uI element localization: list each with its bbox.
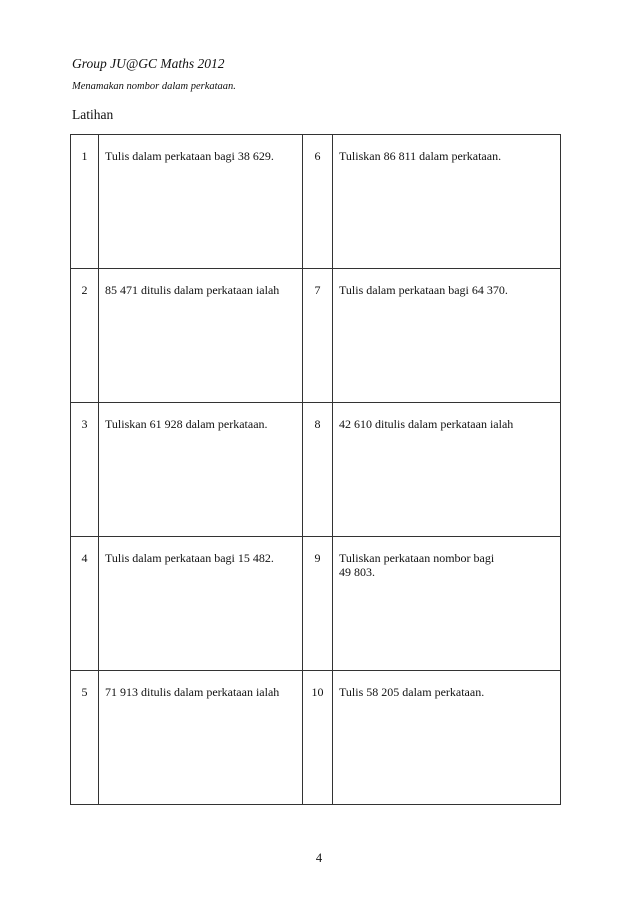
question-number: 4 xyxy=(71,537,99,671)
question-number: 6 xyxy=(303,135,333,269)
page-number: 4 xyxy=(315,851,323,865)
question-number: 1 xyxy=(71,135,99,269)
question-text: Tulis dalam perkataan bagi 38 629. xyxy=(99,135,303,269)
question-text: Tuliskan 86 811 dalam perkataan. xyxy=(333,135,561,269)
question-text: 42 610 ditulis dalam perkataan ialah xyxy=(333,403,561,537)
question-text: Tulis dalam perkataan bagi 15 482. xyxy=(99,537,303,671)
table-row xyxy=(71,403,561,537)
question-number: 8 xyxy=(303,403,333,537)
exercise-table xyxy=(70,134,561,805)
question-text: 85 471 ditulis dalam perkataan ialah xyxy=(99,269,303,403)
table-row xyxy=(71,135,561,269)
table-row xyxy=(71,671,561,805)
section-heading: Latihan xyxy=(72,107,114,122)
document-header-subtitle: Menamakan nombor dalam perkataan. xyxy=(72,81,236,92)
question-number: 9 xyxy=(303,537,333,671)
table-row xyxy=(71,537,561,671)
question-number: 10 xyxy=(303,671,333,805)
question-text: Tulis 58 205 dalam perkataan. xyxy=(333,671,561,805)
question-text: Tulis dalam perkataan bagi 64 370. xyxy=(333,269,561,403)
question-text: 71 913 ditulis dalam perkataan ialah xyxy=(99,671,303,805)
question-number: 5 xyxy=(71,671,99,805)
question-text: Tuliskan perkataan nombor bagi 49 803. xyxy=(333,537,561,671)
question-number: 3 xyxy=(71,403,99,537)
question-text: Tuliskan 61 928 dalam perkataan. xyxy=(99,403,303,537)
table-row xyxy=(71,269,561,403)
question-number: 2 xyxy=(71,269,99,403)
question-number: 7 xyxy=(303,269,333,403)
document-header-title: Group JU@GC Maths 2012 xyxy=(72,56,225,71)
